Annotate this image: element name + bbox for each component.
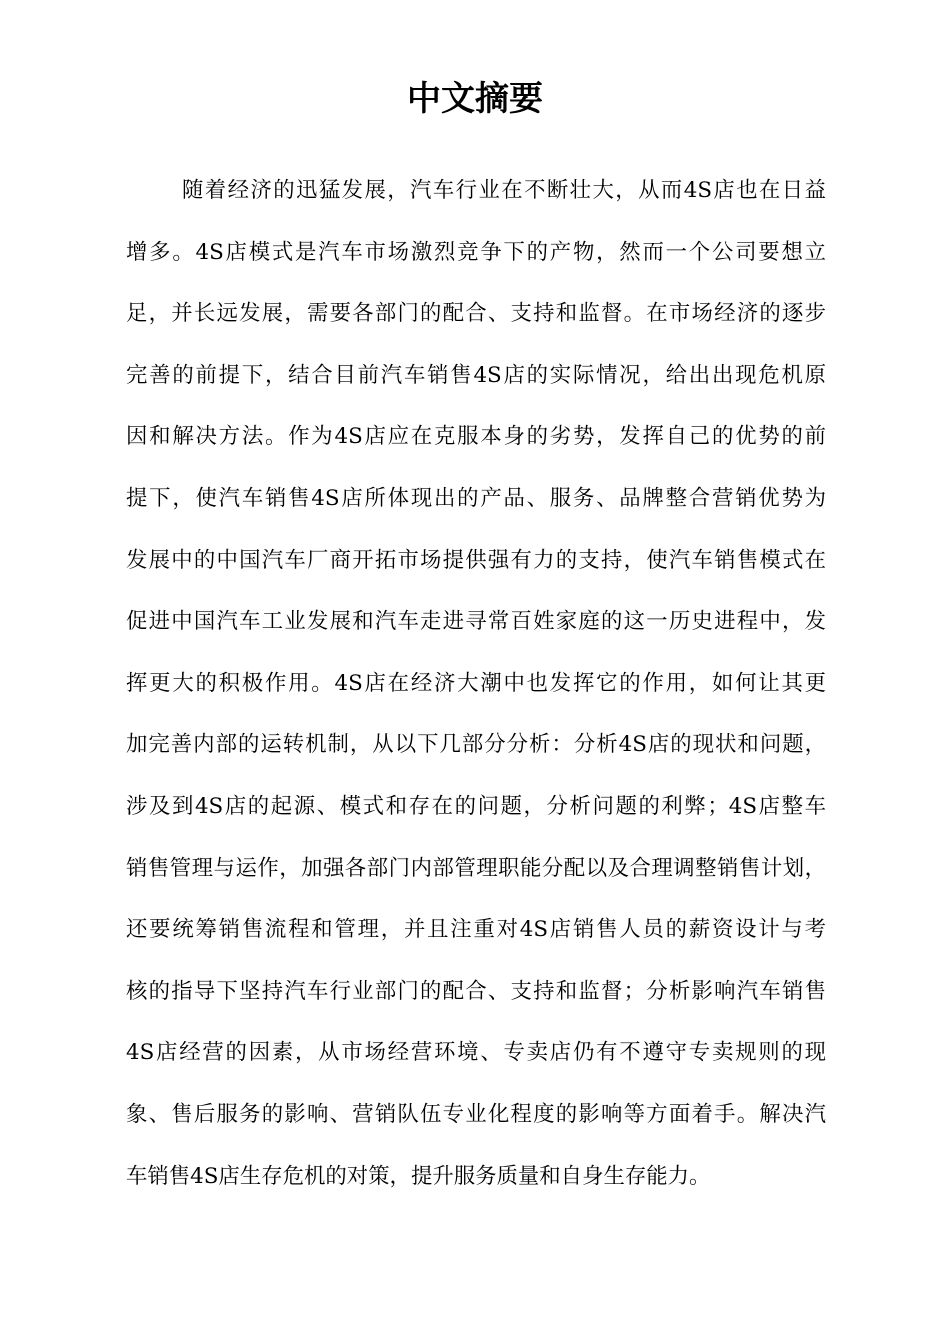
abstract-line: 加完善内部的运转机制，从以下几部分分析：分析4S店的现状和问题， bbox=[126, 732, 826, 758]
abstract-line: 还要统筹销售流程和管理，并且注重对4S店销售人员的薪资设计与考 bbox=[126, 917, 826, 943]
abstract-line: 核的指导下坚持汽车行业部门的配合、支持和监督；分析影响汽车销售 bbox=[126, 978, 826, 1004]
abstract-line: 车销售4S店生存危机的对策，提升服务质量和自身生存能力。 bbox=[126, 1163, 711, 1189]
abstract-line: 因和解决方法。作为4S店应在克服本身的劣势，发挥自己的优势的前 bbox=[126, 424, 826, 450]
abstract-line: 象、售后服务的影响、营销队伍专业化程度的影响等方面着手。解决汽 bbox=[126, 1101, 826, 1127]
abstract-line: 随着经济的迅猛发展，汽车行业在不断壮大，从而4S店也在日益 bbox=[182, 178, 826, 203]
abstract-line: 4S店经营的因素，从市场经营环境、专卖店仍有不遵守专卖规则的现 bbox=[126, 1040, 826, 1066]
abstract-line: 完善的前提下，结合目前汽车销售4S店的实际情况，给出出现危机原 bbox=[126, 362, 826, 388]
abstract-line: 促进中国汽车工业发展和汽车走进寻常百姓家庭的这一历史进程中，发 bbox=[126, 609, 826, 635]
abstract-line: 增多。4S店模式是汽车市场激烈竞争下的产物，然而一个公司要想立 bbox=[126, 239, 826, 265]
page-title: 中文摘要 bbox=[407, 79, 543, 119]
abstract-line: 发展中的中国汽车厂商开拓市场提供强有力的支持，使汽车销售模式在 bbox=[126, 547, 826, 573]
abstract-line: 提下，使汽车销售4S店所体现出的产品、服务、品牌整合营销优势为 bbox=[126, 485, 826, 511]
abstract-body bbox=[126, 160, 826, 1207]
abstract-line: 足，并长远发展，需要各部门的配合、支持和监督。在市场经济的逐步 bbox=[126, 301, 826, 327]
abstract-line: 涉及到4S店的起源、模式和存在的问题，分析问题的利弊；4S店整车 bbox=[126, 793, 826, 819]
abstract-line: 挥更大的积极作用。4S店在经济大潮中也发挥它的作用，如何让其更 bbox=[126, 670, 826, 696]
abstract-line: 销售管理与运作，加强各部门内部管理职能分配以及合理调整销售计划， bbox=[126, 855, 826, 881]
